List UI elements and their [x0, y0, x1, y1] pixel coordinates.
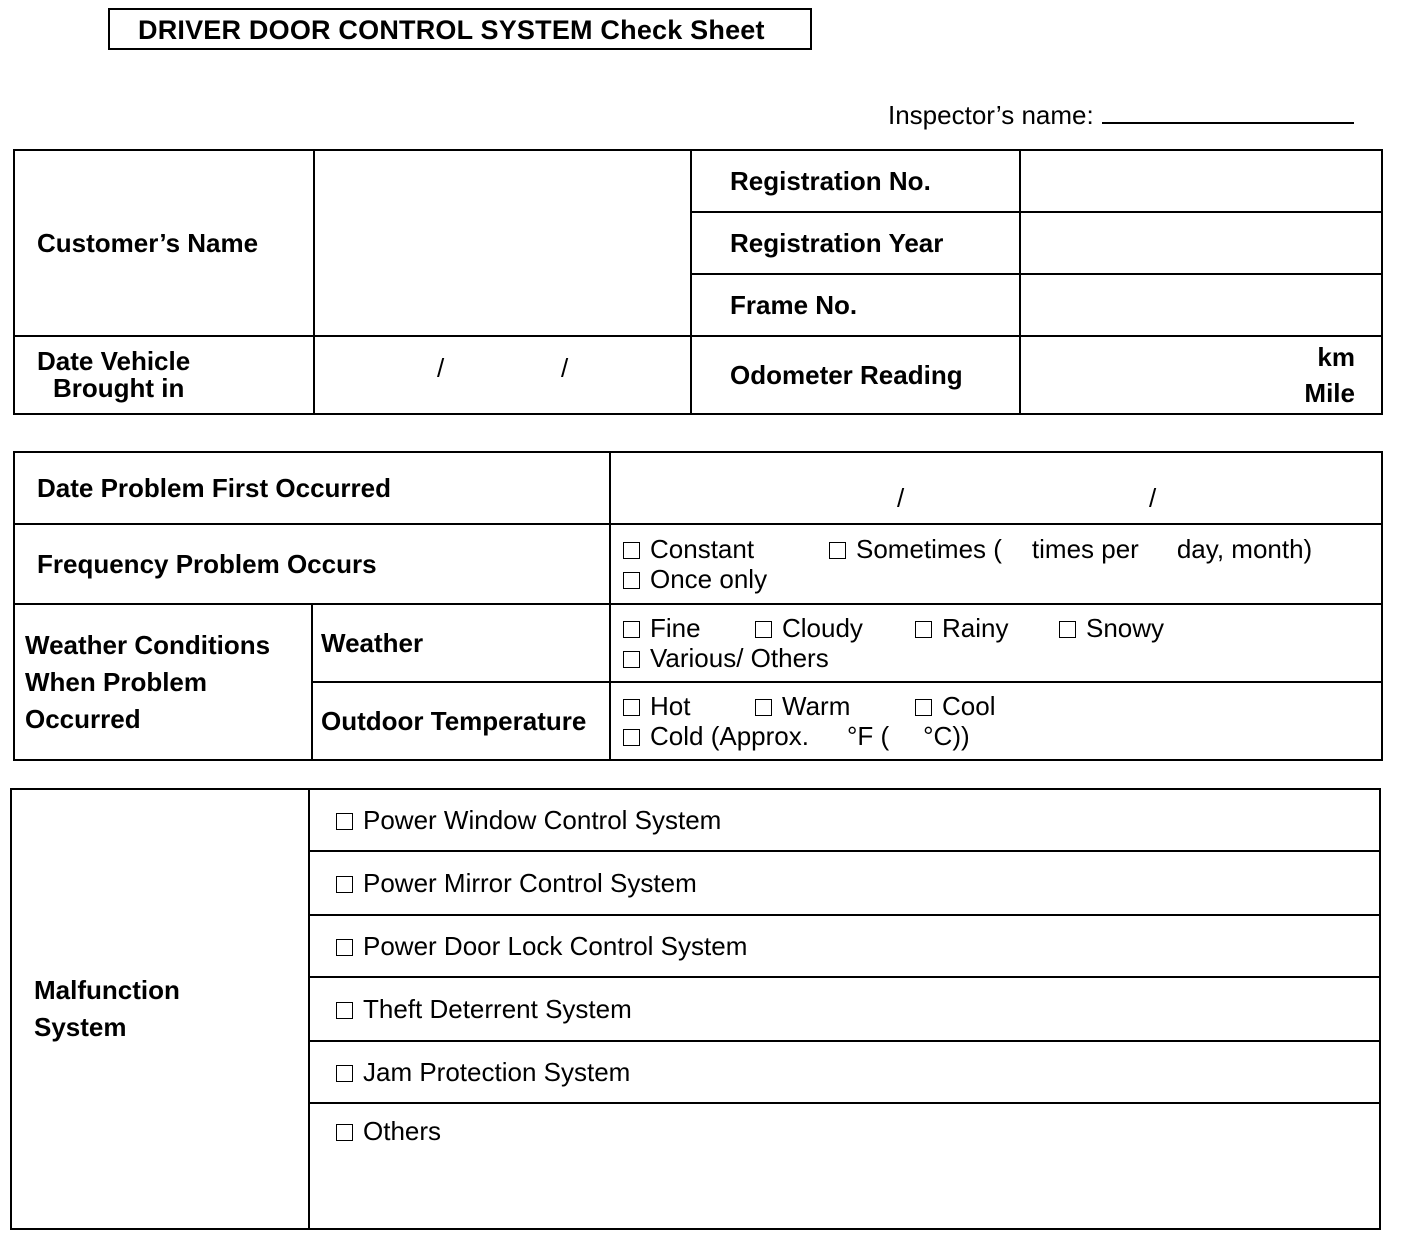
option-label: °F ( [846, 721, 890, 751]
checkbox[interactable] [336, 1002, 353, 1019]
system-theft-deterrent-option[interactable] [309, 977, 1380, 1041]
option-label: Theft Deterrent System [363, 993, 632, 1024]
weather-fine-option[interactable] [623, 613, 755, 643]
weather-various-option[interactable] [623, 643, 829, 673]
odometer-field[interactable] [1020, 336, 1382, 414]
checkbox[interactable] [336, 1124, 353, 1141]
option-label: Sometimes ( [856, 534, 1002, 564]
frame-no-label: Frame No. [691, 274, 1020, 336]
customer-name-label: Customer’s Name [14, 150, 314, 336]
checkbox[interactable] [623, 699, 640, 716]
temp-warm-option[interactable] [755, 691, 915, 721]
registration-no-label: Registration No. [691, 150, 1020, 212]
label-line: System [34, 1012, 127, 1042]
frequency-options [610, 524, 1382, 604]
vehicle-info-table [13, 149, 1383, 415]
registration-no-field[interactable] [1020, 150, 1382, 212]
weather-cloudy-option[interactable] [755, 613, 915, 643]
option-label: times per [1031, 534, 1139, 564]
label-line: Weather Conditions [25, 629, 271, 660]
date-separator: / [561, 353, 569, 383]
unit-mile: Mile [1304, 378, 1355, 408]
date-separator: / [1149, 483, 1157, 513]
freq-constant-option[interactable] [623, 534, 829, 564]
option-label: Power Window Control System [363, 804, 722, 835]
option-label: Fine [650, 613, 701, 643]
option-label: Snowy [1086, 613, 1165, 643]
weather-snowy-option[interactable] [1059, 613, 1164, 643]
weather-rainy-option[interactable] [915, 613, 1059, 643]
date-brought-in-label-line1: Date Vehicle [37, 346, 191, 376]
option-label: °C)) [923, 721, 970, 751]
inspector-name-line[interactable] [1102, 100, 1354, 124]
checkbox[interactable] [336, 813, 353, 830]
checkbox[interactable] [623, 729, 640, 746]
date-separator: / [897, 483, 905, 513]
system-others-option[interactable] [309, 1103, 1380, 1229]
checkbox[interactable] [623, 542, 640, 559]
outdoor-temperature-label: Outdoor Temperature [312, 682, 610, 760]
checkbox[interactable] [829, 542, 846, 559]
date-brought-in-label-line2: Brought in [53, 373, 185, 403]
checkbox[interactable] [623, 621, 640, 638]
temp-cool-option[interactable] [915, 691, 995, 721]
option-label: Various/ Others [650, 643, 829, 673]
label-line: Malfunction [34, 975, 180, 1005]
option-label: Cold (Approx. [650, 721, 809, 751]
option-label: Cool [942, 691, 996, 721]
frequency-label: Frequency Problem Occurs [14, 524, 610, 604]
option-label: Jam Protection System [363, 1056, 631, 1087]
system-jam-protection-option[interactable] [309, 1041, 1380, 1103]
label-line: Occurred [25, 703, 141, 734]
option-label: Constant [650, 534, 755, 564]
option-label: Others [363, 1116, 442, 1146]
date-brought-in-field[interactable] [314, 336, 691, 414]
registration-year-field[interactable] [1020, 212, 1382, 274]
option-label: Once only [650, 564, 768, 594]
date-first-occurred-label: Date Problem First Occurred [14, 452, 610, 524]
option-label: Rainy [942, 613, 1009, 643]
freq-sometimes-option[interactable] [829, 534, 1312, 564]
system-power-mirror-option[interactable] [309, 851, 1380, 915]
unit-km: km [1317, 342, 1355, 372]
checkbox[interactable] [623, 572, 640, 589]
date-separator: / [437, 353, 445, 383]
weather-options [610, 604, 1382, 682]
checkbox[interactable] [755, 621, 772, 638]
weather-label: Weather [312, 604, 610, 682]
option-label: Warm [782, 691, 851, 721]
checkbox[interactable] [915, 699, 932, 716]
temperature-options [610, 682, 1382, 760]
checkbox[interactable] [915, 621, 932, 638]
checkbox[interactable] [336, 1065, 353, 1082]
registration-year-label: Registration Year [691, 212, 1020, 274]
option-label: day, month) [1176, 534, 1313, 564]
malfunction-system-table [10, 788, 1381, 1230]
malfunction-system-label [11, 789, 309, 1229]
checkbox[interactable] [1059, 621, 1076, 638]
problem-conditions-table [13, 451, 1383, 761]
page-title: DRIVER DOOR CONTROL SYSTEM Check Sheet [108, 8, 812, 50]
frame-no-field[interactable] [1020, 274, 1382, 336]
temp-cold-option[interactable] [623, 721, 970, 751]
label-line: When Problem [25, 666, 208, 697]
option-label: Cloudy [782, 613, 863, 643]
system-power-door-lock-option[interactable] [309, 915, 1380, 977]
checkbox[interactable] [755, 699, 772, 716]
temp-hot-option[interactable] [623, 691, 755, 721]
checkbox[interactable] [336, 876, 353, 893]
date-first-occurred-field[interactable] [610, 452, 1382, 524]
odometer-label: Odometer Reading [691, 336, 1020, 414]
option-label: Power Mirror Control System [363, 867, 697, 898]
checkbox[interactable] [623, 651, 640, 668]
customer-name-field[interactable] [314, 150, 691, 336]
option-label: Hot [650, 691, 691, 721]
checkbox[interactable] [336, 939, 353, 956]
system-power-window-option[interactable] [309, 789, 1380, 851]
inspector-name-field[interactable] [888, 100, 1354, 131]
inspector-name-label: Inspector’s name: [888, 100, 1094, 130]
option-label: Power Door Lock Control System [363, 930, 748, 961]
date-brought-in-label [14, 336, 314, 414]
freq-once-option[interactable] [623, 564, 767, 594]
weather-conditions-label [14, 604, 312, 760]
